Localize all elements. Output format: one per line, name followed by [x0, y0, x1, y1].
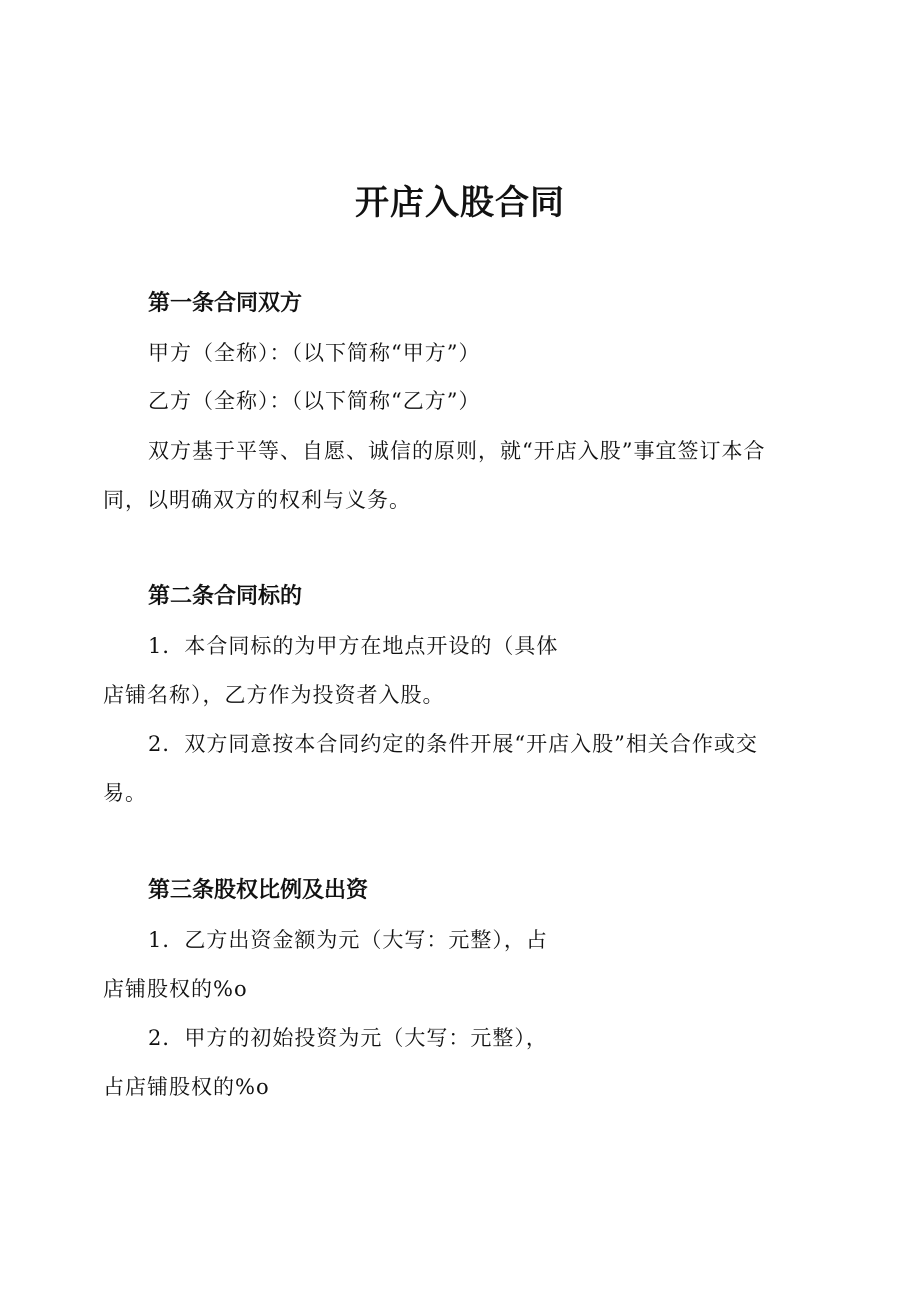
section-2-line-2: 店铺名称），乙方作为投资者入股。 — [103, 683, 445, 707]
section-3-line-1: 1．乙方出资金额为元（大写：元整），占 — [148, 928, 548, 952]
section-2-line-3: 2．双方同意按本合同约定的条件开展“开店入股”相关合作或交 — [148, 732, 758, 756]
section-heading-3: 第三条股权比例及出资 — [148, 878, 369, 903]
section-1-line-2: 乙方（全称）：（以下简称“乙方”） — [148, 389, 481, 413]
section-heading-1: 第一条合同双方 — [148, 291, 303, 316]
section-2-line-4: 易。 — [103, 781, 147, 805]
section-1-line-3: 双方基于平等、自愿、诚信的原则，就“开店入股”事宜签订本合 — [148, 439, 766, 463]
section-1-line-4: 同，以明确双方的权利与义务。 — [103, 488, 411, 512]
section-3-line-3: 2．甲方的初始投资为元（大写：元整）， — [148, 1026, 548, 1050]
section-heading-2: 第二条合同标的 — [148, 584, 303, 609]
section-1-line-1: 甲方（全称）：（以下简称“甲方”） — [148, 341, 481, 365]
document-title: 开店入股合同 — [355, 183, 565, 223]
section-3-line-2: 店铺股权的%o — [103, 977, 248, 1001]
section-2-line-1: 1．本合同标的为甲方在地点开设的（具体 — [148, 634, 559, 658]
section-3-line-4: 占店铺股权的%o — [103, 1075, 270, 1099]
